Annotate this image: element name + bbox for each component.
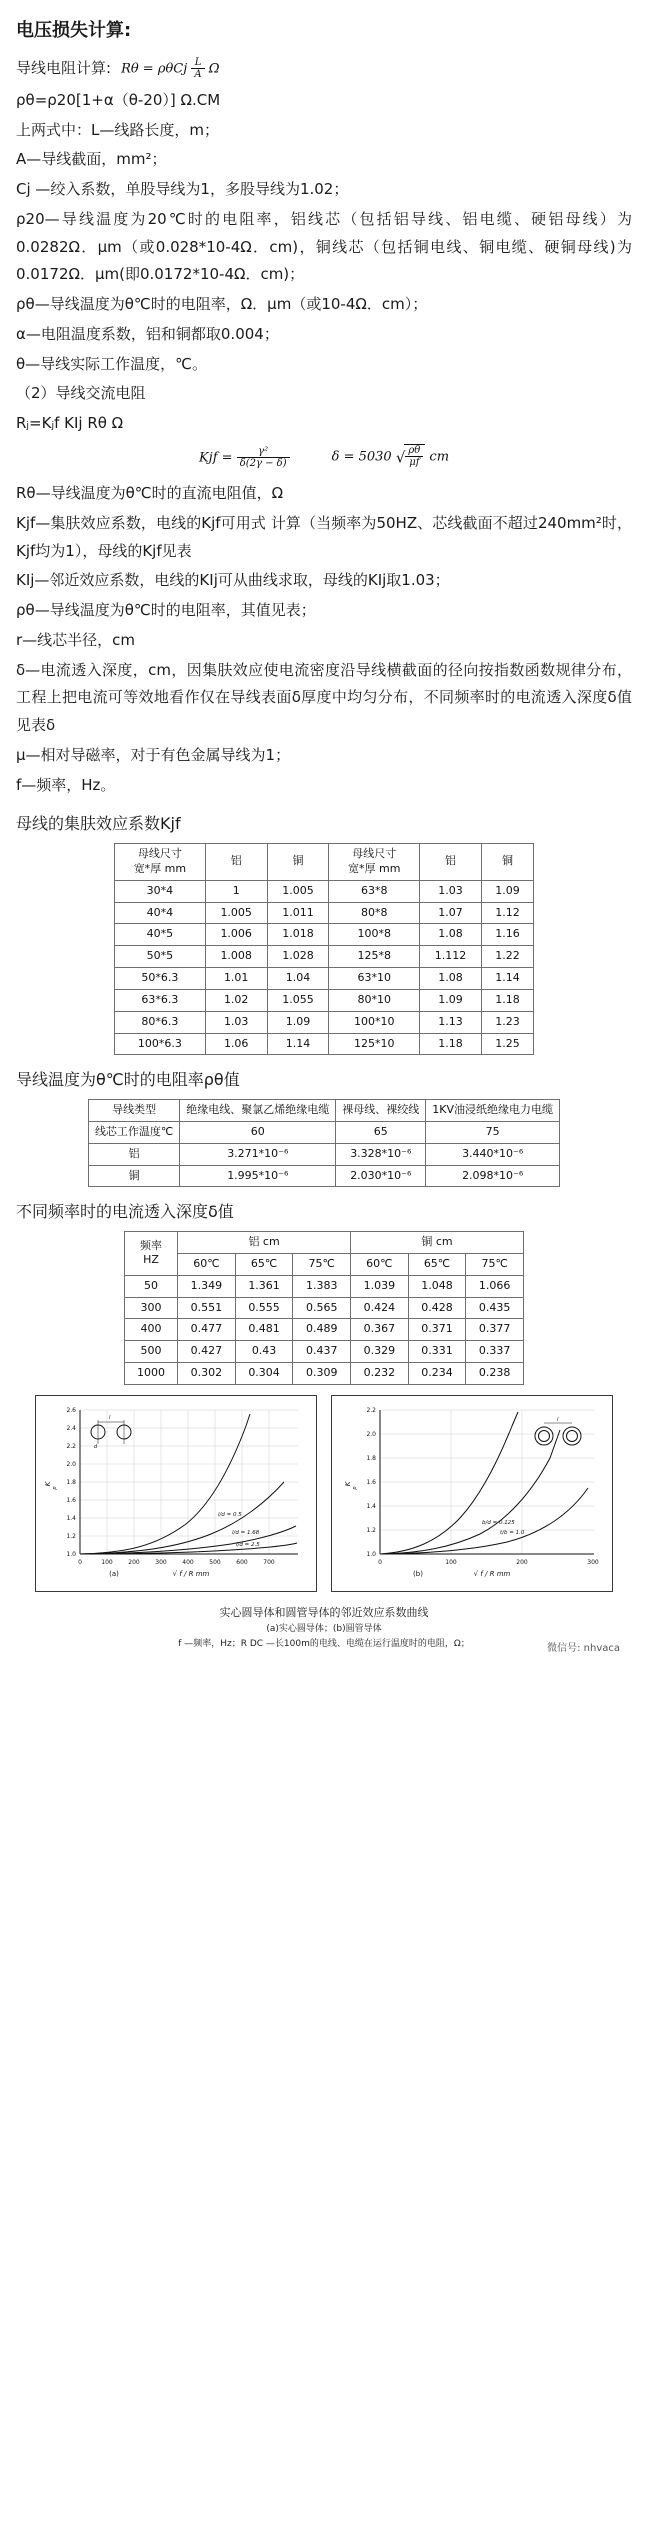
- svg-text:2.4: 2.4: [66, 1424, 76, 1432]
- table-row: [115, 1033, 534, 1055]
- th-temp: 65℃: [408, 1253, 466, 1275]
- cell: 0.489: [293, 1319, 351, 1341]
- svg-text:600: 600: [236, 1558, 248, 1566]
- svg-text:t/b = 1.0: t/b = 1.0: [500, 1529, 525, 1536]
- table-row: [88, 1121, 559, 1143]
- cell: 0.43: [235, 1341, 293, 1363]
- cell: 1.16: [481, 924, 533, 946]
- th-frequency: 频率 HZ: [125, 1232, 178, 1276]
- cell: 1.008: [205, 946, 267, 968]
- cell: 40*4: [115, 902, 206, 924]
- cell: 40*5: [115, 924, 206, 946]
- cell: 1.361: [235, 1275, 293, 1297]
- cell: 0.427: [178, 1341, 236, 1363]
- svg-text:1.6: 1.6: [366, 1478, 376, 1486]
- table-row: [115, 989, 534, 1011]
- cell: 1.039: [351, 1275, 409, 1297]
- cell: 1.06: [205, 1033, 267, 1055]
- th-wire-type: 导线类型: [88, 1100, 179, 1122]
- svg-text:700: 700: [263, 1558, 275, 1566]
- svg-text:l: l: [557, 1416, 559, 1423]
- th-core-temp: 线芯工作温度℃: [88, 1121, 179, 1143]
- cell: 0.428: [408, 1297, 466, 1319]
- page-title: 电压损失计算:: [16, 20, 132, 41]
- table-resistivity: [88, 1099, 560, 1187]
- figure-caption-sub2: f —频率，Hz；R DC —长100m的电线、电缆在运行温度时的电阻，Ω；: [178, 1639, 470, 1650]
- cell: 0.232: [351, 1363, 409, 1385]
- formula-block: [16, 444, 632, 472]
- body2-line-0: Rθ—导线温度为θ℃时的直流电阻值，Ω: [16, 484, 284, 503]
- th-insulated-cable: 绝缘电线、聚氯乙烯绝缘电缆: [180, 1100, 336, 1122]
- resistance-formula: Rθ = ρθCj $\frac{L}{A}$ Ω: [121, 56, 220, 81]
- body2-line-6: μ—相对导磁率，对于有色金属导线为1；: [16, 745, 291, 764]
- cell: 1.14: [481, 968, 533, 990]
- th-group-cu: 铜 cm: [351, 1232, 524, 1254]
- svg-text:0: 0: [378, 1558, 382, 1566]
- cell: 1.04: [267, 968, 329, 990]
- svg-text:300: 300: [155, 1558, 167, 1566]
- figure-caption-sub1: (a)实心圆导体；(b)圆管导体: [266, 1624, 382, 1635]
- th-temp: 60℃: [178, 1253, 236, 1275]
- table-row: [88, 1143, 559, 1165]
- table-row: [125, 1275, 524, 1297]
- table-row: [88, 1165, 559, 1187]
- cell: 0.302: [178, 1363, 236, 1385]
- cell: 63*6.3: [115, 989, 206, 1011]
- chart-a-svg: [36, 1396, 316, 1581]
- svg-text:√ f / R mm: √ f / R mm: [473, 1569, 511, 1578]
- th-temp: 60℃: [351, 1253, 409, 1275]
- cell: 3.328*10⁻⁶: [336, 1143, 426, 1165]
- svg-text:1.8: 1.8: [66, 1478, 76, 1486]
- cell: 0.337: [466, 1341, 524, 1363]
- cell: 0.377: [466, 1319, 524, 1341]
- cell: 63*10: [329, 968, 420, 990]
- svg-text:l/d = 0.5: l/d = 0.5: [218, 1511, 242, 1518]
- cell: 1.09: [420, 989, 482, 1011]
- th-size-left: 母线尺寸 宽*厚 mm: [115, 844, 206, 881]
- cell: 1.25: [481, 1033, 533, 1055]
- svg-text:1.0: 1.0: [66, 1550, 76, 1558]
- th-temp: 75℃: [466, 1253, 524, 1275]
- svg-text:l/d = 2.5: l/d = 2.5: [236, 1541, 260, 1548]
- cell: 1: [205, 880, 267, 902]
- cell: 1.07: [420, 902, 482, 924]
- cell: 铜: [88, 1165, 179, 1187]
- table-row: [115, 902, 534, 924]
- cell: 1.14: [267, 1033, 329, 1055]
- chart-a-solid-round-conductor: [35, 1395, 317, 1592]
- cell: 75: [426, 1121, 560, 1143]
- cell: 1.22: [481, 946, 533, 968]
- cell: 1.005: [267, 880, 329, 902]
- cell: 1.011: [267, 902, 329, 924]
- table-row: [125, 1341, 524, 1363]
- figure-caption-main: 实心圆导体和圆管导体的邻近效应系数曲线: [219, 1605, 429, 1619]
- figure-caption-block: [16, 1604, 632, 1668]
- th-group-al: 铝 cm: [178, 1232, 351, 1254]
- cell: 1.349: [178, 1275, 236, 1297]
- table-row: [115, 946, 534, 968]
- section-heading-depth: 不同频率时的电流透入深度δ值: [16, 1202, 234, 1222]
- cell: 铝: [88, 1143, 179, 1165]
- cell: 0.234: [408, 1363, 466, 1385]
- th-temp: 65℃: [235, 1253, 293, 1275]
- cell: 1.09: [267, 1011, 329, 1033]
- cell: 1.08: [420, 968, 482, 990]
- cell: 0.367: [351, 1319, 409, 1341]
- chart-b-svg: [332, 1396, 612, 1581]
- cell: 1.028: [267, 946, 329, 968]
- cell: 0.238: [466, 1363, 524, 1385]
- cell: 50: [125, 1275, 178, 1297]
- table-skin-effect: [114, 843, 534, 1055]
- table-row: [125, 1363, 524, 1385]
- cell: 300: [125, 1297, 178, 1319]
- th-cu-right: 铜: [481, 844, 533, 881]
- body2-line-2: KIj—邻近效应系数，电线的KIj可从曲线求取，母线的KIj取1.03；: [16, 571, 450, 590]
- body2-line-4: r—线芯半径，cm: [16, 630, 136, 649]
- cell: 0.435: [466, 1297, 524, 1319]
- cell: 0.424: [351, 1297, 409, 1319]
- svg-text:1.4: 1.4: [366, 1502, 376, 1510]
- cell: 80*6.3: [115, 1011, 206, 1033]
- cell: 1.995*10⁻⁶: [180, 1165, 336, 1187]
- svg-text:500: 500: [209, 1558, 221, 1566]
- svg-text:(a): (a): [109, 1569, 119, 1578]
- svg-text:(b): (b): [413, 1569, 423, 1578]
- body-line-2: A—导线截面，mm²；: [16, 150, 167, 169]
- svg-text:1.2: 1.2: [366, 1526, 376, 1534]
- body-line-5: ρθ—导线温度为θ℃时的电阻率，Ω．μm（或10-4Ω．cm）；: [16, 295, 428, 314]
- body-line-3: Cj —绞入系数，单股导线为1，多股导线为1.02；: [16, 180, 349, 199]
- body-line-6: α—电阻温度系数，铝和铜都取0.004；: [16, 324, 279, 343]
- resistance-formula-row: [16, 55, 632, 83]
- svg-text:100: 100: [445, 1558, 457, 1566]
- cell: 100*6.3: [115, 1033, 206, 1055]
- cell: 1.03: [420, 880, 482, 902]
- cell: 0.565: [293, 1297, 351, 1319]
- cell: 1.005: [205, 902, 267, 924]
- svg-text:p: p: [352, 1486, 358, 1490]
- th-cu-left: 铜: [267, 844, 329, 881]
- kjf-formula: Kjf = $\frac{\text{γ²}}{\delta(2\gamma - \delta)}$: [199, 446, 290, 471]
- cell: 1.048: [408, 1275, 466, 1297]
- svg-text:1.6: 1.6: [66, 1496, 76, 1504]
- svg-text:1.8: 1.8: [366, 1454, 376, 1462]
- svg-text:100: 100: [101, 1558, 113, 1566]
- charts-container: [16, 1395, 632, 1592]
- cell: 500: [125, 1341, 178, 1363]
- cell: 1.055: [267, 989, 329, 1011]
- cell: 1.18: [481, 989, 533, 1011]
- resistance-label: 导线电阻计算:: [16, 59, 112, 78]
- table-row: [115, 880, 534, 902]
- svg-text:K: K: [344, 1481, 352, 1487]
- svg-text:1.4: 1.4: [66, 1514, 76, 1522]
- cell: 400: [125, 1319, 178, 1341]
- chart-b-tubular-conductor: [331, 1395, 613, 1592]
- th-oil-paper-cable: 1KV油浸纸绝缘电力电缆: [426, 1100, 560, 1122]
- table-header-row: [125, 1253, 524, 1275]
- cell: 0.481: [235, 1319, 293, 1341]
- cell: 1.13: [420, 1011, 482, 1033]
- table-header-row: [125, 1232, 524, 1254]
- cell: 0.437: [293, 1341, 351, 1363]
- cell: 0.331: [408, 1341, 466, 1363]
- svg-text:2.0: 2.0: [66, 1460, 76, 1468]
- section-heading-resistivity: 导线温度为θ℃时的电阻率ρθ值: [16, 1070, 240, 1090]
- cell: 63*8: [329, 880, 420, 902]
- cell: 1000: [125, 1363, 178, 1385]
- watermark-label: 微信号: nhvaca: [547, 1642, 620, 1654]
- cell: 3.271*10⁻⁶: [180, 1143, 336, 1165]
- table-row: [115, 968, 534, 990]
- cell: 1.066: [466, 1275, 524, 1297]
- cell: 1.02: [205, 989, 267, 1011]
- th-al-left: 铝: [205, 844, 267, 881]
- svg-text:2.6: 2.6: [66, 1406, 76, 1414]
- svg-text:b/d = 0.125: b/d = 0.125: [482, 1519, 515, 1526]
- table-row: [125, 1297, 524, 1319]
- cell: 80*10: [329, 989, 420, 1011]
- th-al-right: 铝: [420, 844, 482, 881]
- cell: 0.555: [235, 1297, 293, 1319]
- body2-line-3: ρθ—导线温度为θ℃时的电阻率，其值见表；: [16, 601, 316, 620]
- cell: 100*8: [329, 924, 420, 946]
- svg-text:p: p: [52, 1486, 58, 1490]
- svg-text:200: 200: [128, 1558, 140, 1566]
- table-row: [115, 924, 534, 946]
- svg-text:2.0: 2.0: [366, 1430, 376, 1438]
- cell: 50*6.3: [115, 968, 206, 990]
- body2-line-1: Kjf—集肤效应系数，电线的Kjf可用式 计算（当频率为50HZ、芯线截面不超过240mm²时，Kjf均为1），母线的Kjf见表: [16, 513, 632, 560]
- svg-text:√ f / R mm: √ f / R mm: [172, 1569, 210, 1578]
- svg-text:l/d = 1.68: l/d = 1.68: [232, 1529, 260, 1536]
- body-line-1: 上两式中：L—线路长度，m；: [16, 120, 219, 139]
- svg-text:2.2: 2.2: [366, 1406, 376, 1414]
- cell: 1.23: [481, 1011, 533, 1033]
- cell: 80*8: [329, 902, 420, 924]
- svg-text:1.2: 1.2: [66, 1532, 76, 1540]
- delta-formula: δ = 5030 √ $\frac{\rho\theta}{\mu f}$ cm: [331, 444, 450, 469]
- cell: 1.09: [481, 880, 533, 902]
- cell: 0.309: [293, 1363, 351, 1385]
- ac-resistance-formula: Rⱼ=Kⱼf KIj Rθ Ω: [16, 414, 124, 433]
- cell: 1.383: [293, 1275, 351, 1297]
- cell: 125*10: [329, 1033, 420, 1055]
- svg-text:0: 0: [78, 1558, 82, 1566]
- cell: 1.018: [267, 924, 329, 946]
- body-line-0: ρθ=ρ20[1+α（θ-20）] Ω.CM: [16, 90, 221, 109]
- cell: 125*8: [329, 946, 420, 968]
- svg-text:200: 200: [516, 1558, 528, 1566]
- svg-text:400: 400: [182, 1558, 194, 1566]
- body-line-4: ρ20—导线温度为20℃时的电阻率，铝线芯（包括铝导线、铝电缆、硬铝母线）为 0.0282Ω．μm（或0.028*10-4Ω．cm)，铜线芯（包括铜电线、铜电缆、硬铜母线)为0.0172Ω．μm(即0.0172*10-4Ω．cm)；: [16, 209, 632, 284]
- cell: 0.329: [351, 1341, 409, 1363]
- body-line-7: θ—导线实际工作温度，℃。: [16, 354, 208, 373]
- table-penetration-depth: [124, 1231, 524, 1385]
- cell: 30*4: [115, 880, 206, 902]
- cell: 0.551: [178, 1297, 236, 1319]
- table-row: [115, 1011, 534, 1033]
- th-size-right: 母线尺寸 宽*厚 mm: [329, 844, 420, 881]
- cell: 0.304: [235, 1363, 293, 1385]
- cell: 1.08: [420, 924, 482, 946]
- table-row: [125, 1319, 524, 1341]
- body-line-8: （2）导线交流电阻: [16, 384, 146, 403]
- body2-line-7: f—频率，Hz。: [16, 775, 116, 794]
- cell: 2.098*10⁻⁶: [426, 1165, 560, 1187]
- section-heading-skin: 母线的集肤效应系数Kjf: [16, 814, 181, 834]
- th-bare-bus: 裸母线、裸绞线: [336, 1100, 426, 1122]
- body2-line-5: δ—电流透入深度，cm，因集肤效应使电流密度沿导线横截面的径向按指数函数规律分布，工程上把电流可等效地看作仅在导线表面δ厚度中均匀分布，不同频率时的电流透入深度δ值见表δ: [16, 660, 632, 735]
- cell: 65: [336, 1121, 426, 1143]
- cell: 1.03: [205, 1011, 267, 1033]
- svg-text:2.2: 2.2: [66, 1442, 76, 1450]
- cell: 1.006: [205, 924, 267, 946]
- svg-text:300: 300: [587, 1558, 599, 1566]
- svg-text:K: K: [44, 1481, 52, 1487]
- cell: 0.371: [408, 1319, 466, 1341]
- th-temp: 75℃: [293, 1253, 351, 1275]
- cell: 1.112: [420, 946, 482, 968]
- cell: 50*5: [115, 946, 206, 968]
- cell: 60: [180, 1121, 336, 1143]
- table-header-row: [115, 844, 534, 881]
- cell: 2.030*10⁻⁶: [336, 1165, 426, 1187]
- svg-text:l: l: [109, 1414, 111, 1421]
- cell: 3.440*10⁻⁶: [426, 1143, 560, 1165]
- cell: 1.12: [481, 902, 533, 924]
- svg-text:d: d: [94, 1443, 98, 1450]
- cell: 100*10: [329, 1011, 420, 1033]
- cell: 0.477: [178, 1319, 236, 1341]
- cell: 1.01: [205, 968, 267, 990]
- svg-text:1.0: 1.0: [366, 1550, 376, 1558]
- cell: 1.18: [420, 1033, 482, 1055]
- table-header-row: [88, 1100, 559, 1122]
